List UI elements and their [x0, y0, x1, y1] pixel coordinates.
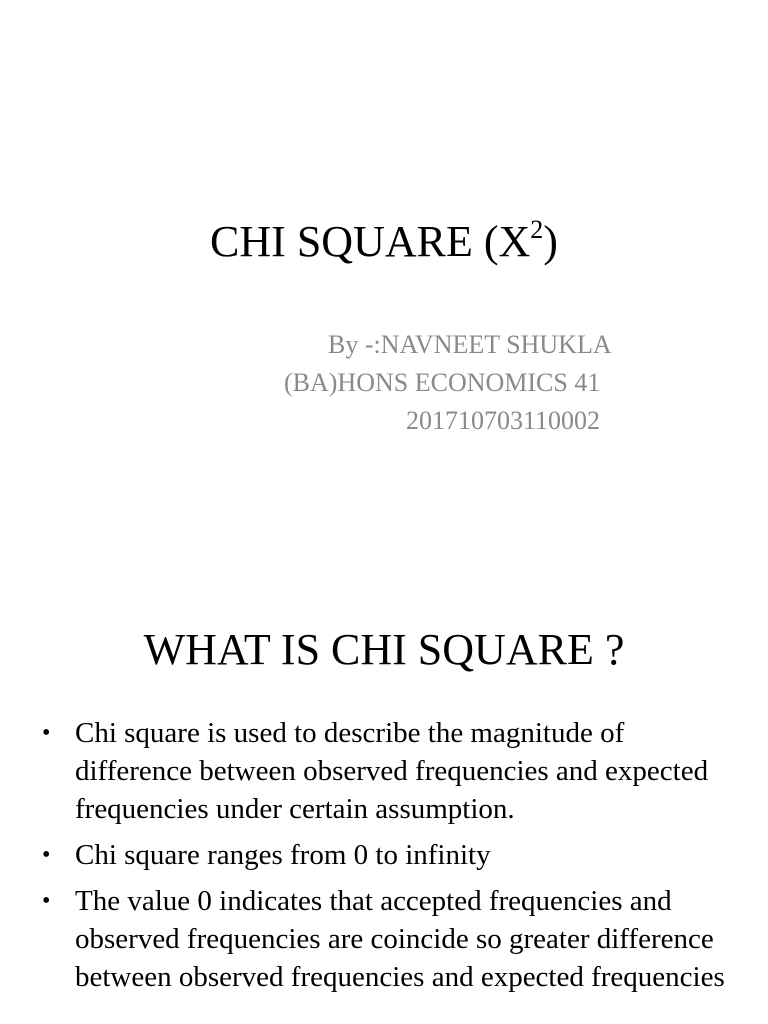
slide-heading: WHAT IS CHI SQUARE ? — [143, 625, 625, 674]
bullet-item — [40, 836, 740, 874]
roll-number-line: 201710703110002 — [406, 406, 601, 435]
slide-title-heading — [0, 214, 768, 270]
slide-what-is-chi-square — [0, 576, 768, 1024]
bullet-icon: • — [42, 720, 51, 746]
bullet-text: Chi square ranges from 0 to infinity — [75, 839, 491, 871]
bullet-text: The value 0 indicates that accepted frequencies and observed frequencies are coincide so greater difference between observed frequencies and expected frequencies — [75, 885, 725, 993]
bullet-item — [40, 714, 740, 828]
title-close-paren: ) — [543, 217, 558, 266]
bullet-icon: • — [42, 842, 51, 868]
bullet-text: Chi square is used to describe the magnitude of difference between observed frequencies and expected frequencies under certain assumption. — [75, 717, 709, 825]
bullet-list — [40, 714, 740, 1004]
bullet-icon: • — [42, 888, 51, 914]
title-superscript: 2 — [530, 215, 544, 244]
title-main-text: CHI SQUARE (X — [210, 217, 531, 266]
author-line: By -:NAVNEET SHUKLA — [328, 330, 612, 359]
bullet-item — [40, 882, 740, 996]
course-line: (BA)HONS ECONOMICS 41 — [284, 368, 601, 397]
